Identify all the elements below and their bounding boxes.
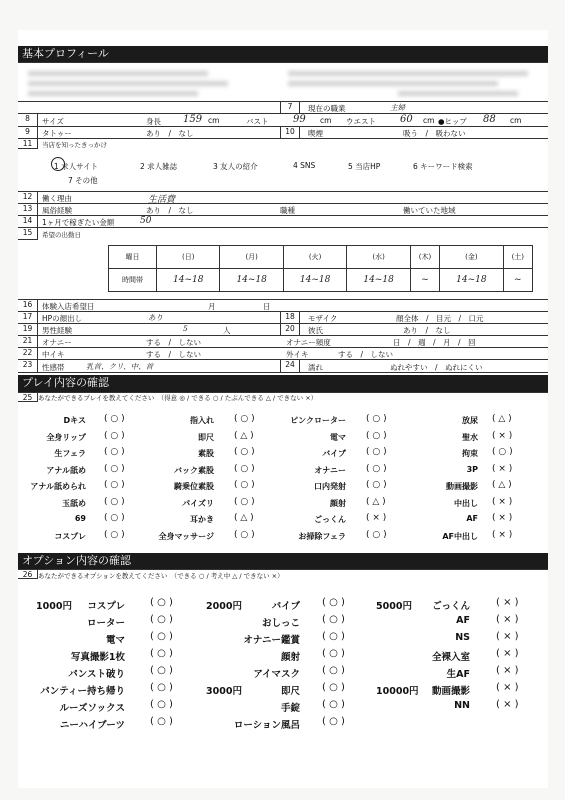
row-number: 13 (18, 204, 38, 215)
unit: 人 (223, 326, 231, 335)
play-item-label: AF (466, 514, 478, 523)
play-item-rating: ( ○ ) (234, 496, 255, 507)
row-22 (18, 348, 548, 360)
row-11 (18, 139, 548, 192)
time-tue: 14~18 (283, 269, 346, 292)
row-number: 16 (18, 300, 38, 311)
option-item-rating: ( ○ ) (150, 682, 173, 693)
play-item-label: 騎乗位素股 (174, 482, 214, 491)
row-number: 20 (280, 324, 300, 335)
row-number: 22 (18, 348, 38, 359)
option-item-label: アイマスク (253, 669, 300, 680)
play-item-label: お掃除フェラ (298, 531, 346, 541)
play-item-label: 全身リップ (46, 432, 86, 442)
row-14 (18, 216, 548, 228)
time-fri: 14~18 (440, 269, 503, 292)
experience-options: あり / なし (146, 206, 194, 215)
day-tue: (火) (283, 246, 346, 269)
option-item-rating: ( × ) (496, 699, 519, 710)
bust-label: バスト (246, 117, 269, 126)
play-item-label: ピンクローター (290, 416, 346, 425)
play-item-label: アナル舐められ (30, 482, 86, 491)
row-12 (18, 192, 548, 204)
play-item-rating: ( × ) (492, 496, 513, 507)
wetness-label: 濡れ (308, 363, 323, 372)
smoking-options: 吸う / 吸わない (403, 129, 466, 138)
play-item-label: 聖水 (462, 432, 478, 442)
frequency-label: オナニー頻度 (286, 338, 331, 347)
play-item-label: 顔射 (330, 498, 346, 508)
unit: cm (510, 116, 522, 125)
play-item-rating: ( × ) (492, 430, 513, 441)
option-item-rating: ( × ) (496, 665, 519, 676)
option-item-rating: ( × ) (496, 682, 519, 693)
play-item-label: 指入れ (190, 416, 214, 425)
option-item-label: パンティー持ち帰り (40, 686, 125, 697)
row-19 (18, 324, 548, 336)
row-number: 26 (18, 570, 38, 579)
option-item-label: オナニー鑑賞 (243, 635, 300, 646)
option-item-label: NN (454, 700, 470, 711)
price-label: 10000円 (376, 686, 419, 697)
hip-label: ●ヒップ (438, 117, 467, 126)
play-item-rating: ( ○ ) (366, 480, 387, 490)
option-item-label: ニーハイブーツ (59, 720, 125, 731)
option-item-label: 全裸入室 (431, 652, 470, 663)
option-item-rating: ( ○ ) (150, 699, 173, 710)
partners-value: 5 (183, 324, 188, 333)
play-item-label: 動画撮影 (446, 482, 478, 491)
erogenous-value: 乳首、クリ、中、首 (86, 362, 154, 371)
option-item-rating: ( ○ ) (322, 614, 345, 625)
play-item-rating: ( × ) (366, 513, 387, 523)
schedule-label: 希望の出勤日 (42, 231, 81, 239)
play-item-rating: ( ○ ) (366, 447, 387, 457)
row-number: 11 (18, 139, 38, 149)
tattoo-options: あり / なし (146, 129, 194, 138)
schedule-table (108, 245, 533, 292)
option-item-rating: ( ○ ) (150, 631, 173, 642)
face-display-value: あり (148, 313, 163, 322)
option-item-label: 顔射 (280, 652, 300, 663)
play-item-label: 全身マッサージ (158, 531, 214, 541)
row-8 (18, 114, 548, 127)
frequency-options: 日 / 週 / 月 / 回 (393, 338, 476, 347)
unit: cm (208, 116, 220, 125)
play-item-label: 放尿 (462, 416, 478, 425)
play-item-rating: ( ○ ) (234, 414, 255, 424)
option-item-rating: ( ○ ) (322, 648, 345, 659)
occupation-label: 現在の職業 (308, 104, 346, 113)
mosaic-label: モザイク (308, 314, 338, 323)
option-instructions: あなたができるオプションを教えてください （できる ○ / 考え中 △ / できない ×） (38, 572, 284, 580)
play-item-label: 拘束 (462, 449, 478, 458)
play-item-label: AF中出し (442, 531, 478, 541)
day-wed: (水) (347, 246, 410, 269)
play-item-rating: ( ○ ) (104, 414, 125, 424)
play-item-rating: ( ○ ) (366, 430, 387, 441)
play-item-label: 口内発射 (314, 482, 346, 491)
row-number: 7 (280, 102, 300, 113)
referral-option: 7 その他 (68, 176, 98, 185)
option-item-rating: ( ○ ) (322, 716, 345, 727)
row-number: 15 (18, 228, 38, 240)
waist-label: ウエスト (346, 117, 376, 126)
option-item-rating: ( ○ ) (322, 665, 345, 676)
referral-option: 3 友人の紹介 (213, 162, 258, 171)
referral-option: 5 当店HP (348, 162, 381, 171)
option-item-label: 写真撮影1枚 (70, 652, 125, 663)
play-item-rating: ( ○ ) (366, 529, 387, 540)
option-item-rating: ( ○ ) (150, 597, 173, 608)
time-thu: ~ (410, 269, 439, 292)
day-mon: (月) (220, 246, 283, 269)
play-item-label: アナル舐め (46, 465, 86, 475)
day-sun: (日) (157, 246, 220, 269)
play-item-rating: ( ○ ) (234, 529, 255, 540)
option-item-rating: ( ○ ) (322, 631, 345, 642)
referral-option: 1 求人サイト (54, 162, 99, 171)
mosaic-options: 顔全体 / 目元 / 口元 (396, 314, 484, 323)
weekday-header: 曜日 (109, 246, 157, 269)
row-number: 25 (18, 393, 38, 402)
face-display-label: HPの顔出し (42, 314, 83, 323)
row-9 (18, 127, 548, 139)
play-instructions: あなたができるプレイを教えてください （得意 ◎ / できる ○ / たぶんできる △ / できない ×） (38, 394, 318, 402)
row-number: 12 (18, 192, 38, 203)
row-17 (18, 312, 548, 324)
time-wed: 14~18 (347, 269, 410, 292)
play-item-rating: ( ○ ) (492, 447, 513, 457)
time-header: 時間帯 (109, 269, 157, 292)
play-item-label: バック素股 (174, 465, 214, 475)
tattoo-label: タトゥー (42, 129, 72, 138)
option-item-label: NS (455, 632, 470, 643)
option-item-rating: ( × ) (496, 648, 519, 659)
option-item-rating: ( × ) (496, 597, 519, 608)
option-item-label: AF (456, 615, 470, 626)
price-label: 2000円 (206, 601, 242, 612)
height-value: 159 (183, 114, 203, 125)
play-item-rating: ( ○ ) (234, 463, 255, 474)
option-item-label: 電マ (105, 635, 125, 646)
option-item-label: 生AF (446, 669, 470, 680)
play-item-rating: ( × ) (492, 513, 513, 523)
play-item-label: 素股 (198, 449, 214, 458)
price-label: 3000円 (206, 686, 242, 697)
boyfriend-label: 彼氏 (308, 326, 323, 335)
work-area-label: 働いていた地域 (403, 206, 456, 215)
option-item-label: コスプレ (87, 601, 125, 612)
size-label: サイズ (42, 117, 64, 126)
option-item-label: 手錠 (280, 703, 300, 714)
option-item-rating: ( × ) (496, 631, 519, 642)
unit: cm (320, 116, 332, 125)
row-number: 9 (18, 127, 38, 138)
height-label: 身長 (146, 117, 161, 126)
referral-option: 6 キーワード検索 (413, 162, 473, 171)
option-item-label: ローション風呂 (233, 720, 300, 731)
section-header-play: プレイ内容の確認 (18, 375, 548, 392)
unit: cm (423, 116, 435, 125)
reason-label: 働く理由 (42, 194, 72, 203)
external-orgasm-options: する / しない (338, 350, 394, 359)
play-item-label: 中出し (454, 498, 478, 508)
play-item-label: ごっくん (314, 515, 346, 524)
play-item-rating: ( ○ ) (234, 480, 255, 490)
trial-date-label: 体験入店希望日 (42, 302, 95, 311)
internal-orgasm-options: する / しない (146, 350, 202, 359)
play-item-rating: ( △ ) (366, 496, 386, 507)
play-item-label: 3P (466, 464, 478, 474)
play-item-rating: ( △ ) (492, 480, 512, 490)
row-number: 8 (18, 114, 38, 126)
play-item-label: コスプレ (54, 531, 86, 541)
play-item-label: 耳かき (190, 515, 214, 524)
play-item-label: 即尺 (198, 432, 214, 442)
boyfriend-options: あり / なし (403, 326, 451, 335)
external-orgasm-label: 外イキ (286, 350, 309, 359)
wetness-options: ぬれやすい / ぬれにくい (390, 363, 483, 372)
option-item-rating: ( ○ ) (150, 648, 173, 659)
erogenous-label: 性感帯 (42, 363, 65, 372)
option-item-rating: ( ○ ) (150, 614, 173, 625)
play-item-label: 生フェラ (54, 449, 86, 458)
partners-label: 男性経験 (42, 326, 72, 335)
occupation-value: 主婦 (390, 103, 405, 112)
play-item-label: オナニー (314, 465, 346, 475)
play-item-rating: ( ○ ) (234, 447, 255, 457)
play-item-rating: ( × ) (492, 463, 513, 474)
job-type-label: 職種 (280, 206, 295, 215)
month-label: 月 (208, 302, 216, 311)
option-item-rating: ( ○ ) (150, 665, 173, 676)
experience-label: 風俗経験 (42, 206, 72, 215)
option-item-rating: ( ○ ) (322, 597, 345, 608)
play-item-rating: ( ○ ) (104, 430, 125, 441)
smoking-label: 喫煙 (308, 129, 323, 138)
play-item-rating: ( △ ) (492, 414, 512, 424)
row-15 (18, 228, 548, 300)
earnings-value: 50 (140, 216, 152, 226)
referral-option: 4 SNS (293, 161, 316, 170)
option-item-rating: ( ○ ) (322, 699, 345, 710)
price-label: 5000円 (376, 601, 412, 612)
play-item-rating: ( ○ ) (104, 513, 125, 523)
play-item-label: パイズリ (182, 498, 214, 508)
row-21 (18, 336, 548, 348)
row-number: 19 (18, 324, 38, 335)
play-item-rating: ( ○ ) (104, 529, 125, 540)
day-sat: (土) (503, 246, 532, 269)
day-thu: (木) (410, 246, 439, 269)
row-number: 24 (280, 360, 300, 372)
row-number: 14 (18, 216, 38, 227)
row-number: 10 (280, 127, 300, 138)
play-item-rating: ( × ) (492, 529, 513, 540)
row-number: 21 (18, 336, 38, 347)
option-item-label: ごっくん (432, 601, 470, 612)
row-number: 17 (18, 312, 38, 323)
hip-value: 88 (483, 114, 496, 125)
internal-orgasm-label: 中イキ (42, 350, 65, 359)
play-item-rating: ( ○ ) (104, 447, 125, 457)
time-sun: 14~18 (157, 269, 220, 292)
play-item-label: バイブ (322, 449, 346, 458)
section-header-basic-profile: 基本プロフィール (18, 46, 548, 62)
option-item-label: おしっこ (261, 618, 300, 629)
option-item-label: パンスト破り (68, 669, 125, 680)
option-item-label: ルーズソックス (59, 703, 125, 714)
play-item-label: Dキス (63, 416, 86, 425)
row-number: 23 (18, 360, 38, 372)
play-item-rating: ( △ ) (234, 430, 254, 441)
row-16 (18, 300, 548, 312)
option-item-rating: ( ○ ) (150, 716, 173, 727)
waist-value: 60 (400, 114, 413, 125)
time-sat: ~ (503, 269, 532, 292)
time-mon: 14~18 (220, 269, 283, 292)
row-13 (18, 204, 548, 216)
bust-value: 99 (293, 114, 306, 125)
earnings-label: 1ヶ月で稼ぎたい金額 (42, 218, 115, 227)
section-header-option: オプション内容の確認 (18, 553, 548, 569)
row-23 (18, 360, 548, 373)
referral-option: 2 求人雑誌 (140, 162, 178, 171)
play-item-rating: ( ○ ) (366, 414, 387, 424)
masturbation-options: する / しない (146, 338, 202, 347)
reason-value: 生活費 (148, 195, 176, 205)
row-7 (18, 102, 548, 114)
play-item-rating: ( ○ ) (104, 480, 125, 490)
play-item-rating: ( ○ ) (104, 463, 125, 474)
play-item-rating: ( ○ ) (366, 463, 387, 474)
play-item-label: 玉舐め (62, 498, 86, 508)
referral-label: 当店を知ったきっかけ (42, 141, 107, 149)
option-item-label: ローター (86, 618, 125, 629)
option-item-label: バイブ (271, 601, 300, 612)
option-item-label: 即尺 (280, 686, 300, 697)
option-item-rating: ( × ) (496, 614, 519, 625)
row-number: 18 (280, 312, 300, 323)
play-item-rating: ( △ ) (234, 513, 254, 523)
redacted-rows (18, 62, 548, 102)
masturbation-label: オナニー (42, 338, 72, 347)
play-item-label: 69 (74, 514, 86, 523)
day-label: 日 (263, 302, 271, 311)
day-fri: (金) (440, 246, 503, 269)
option-item-rating: ( ○ ) (322, 682, 345, 693)
play-item-rating: ( ○ ) (104, 496, 125, 507)
option-item-label: 動画撮影 (431, 686, 470, 697)
play-item-label: 電マ (330, 432, 346, 442)
price-label: 1000円 (36, 601, 72, 612)
